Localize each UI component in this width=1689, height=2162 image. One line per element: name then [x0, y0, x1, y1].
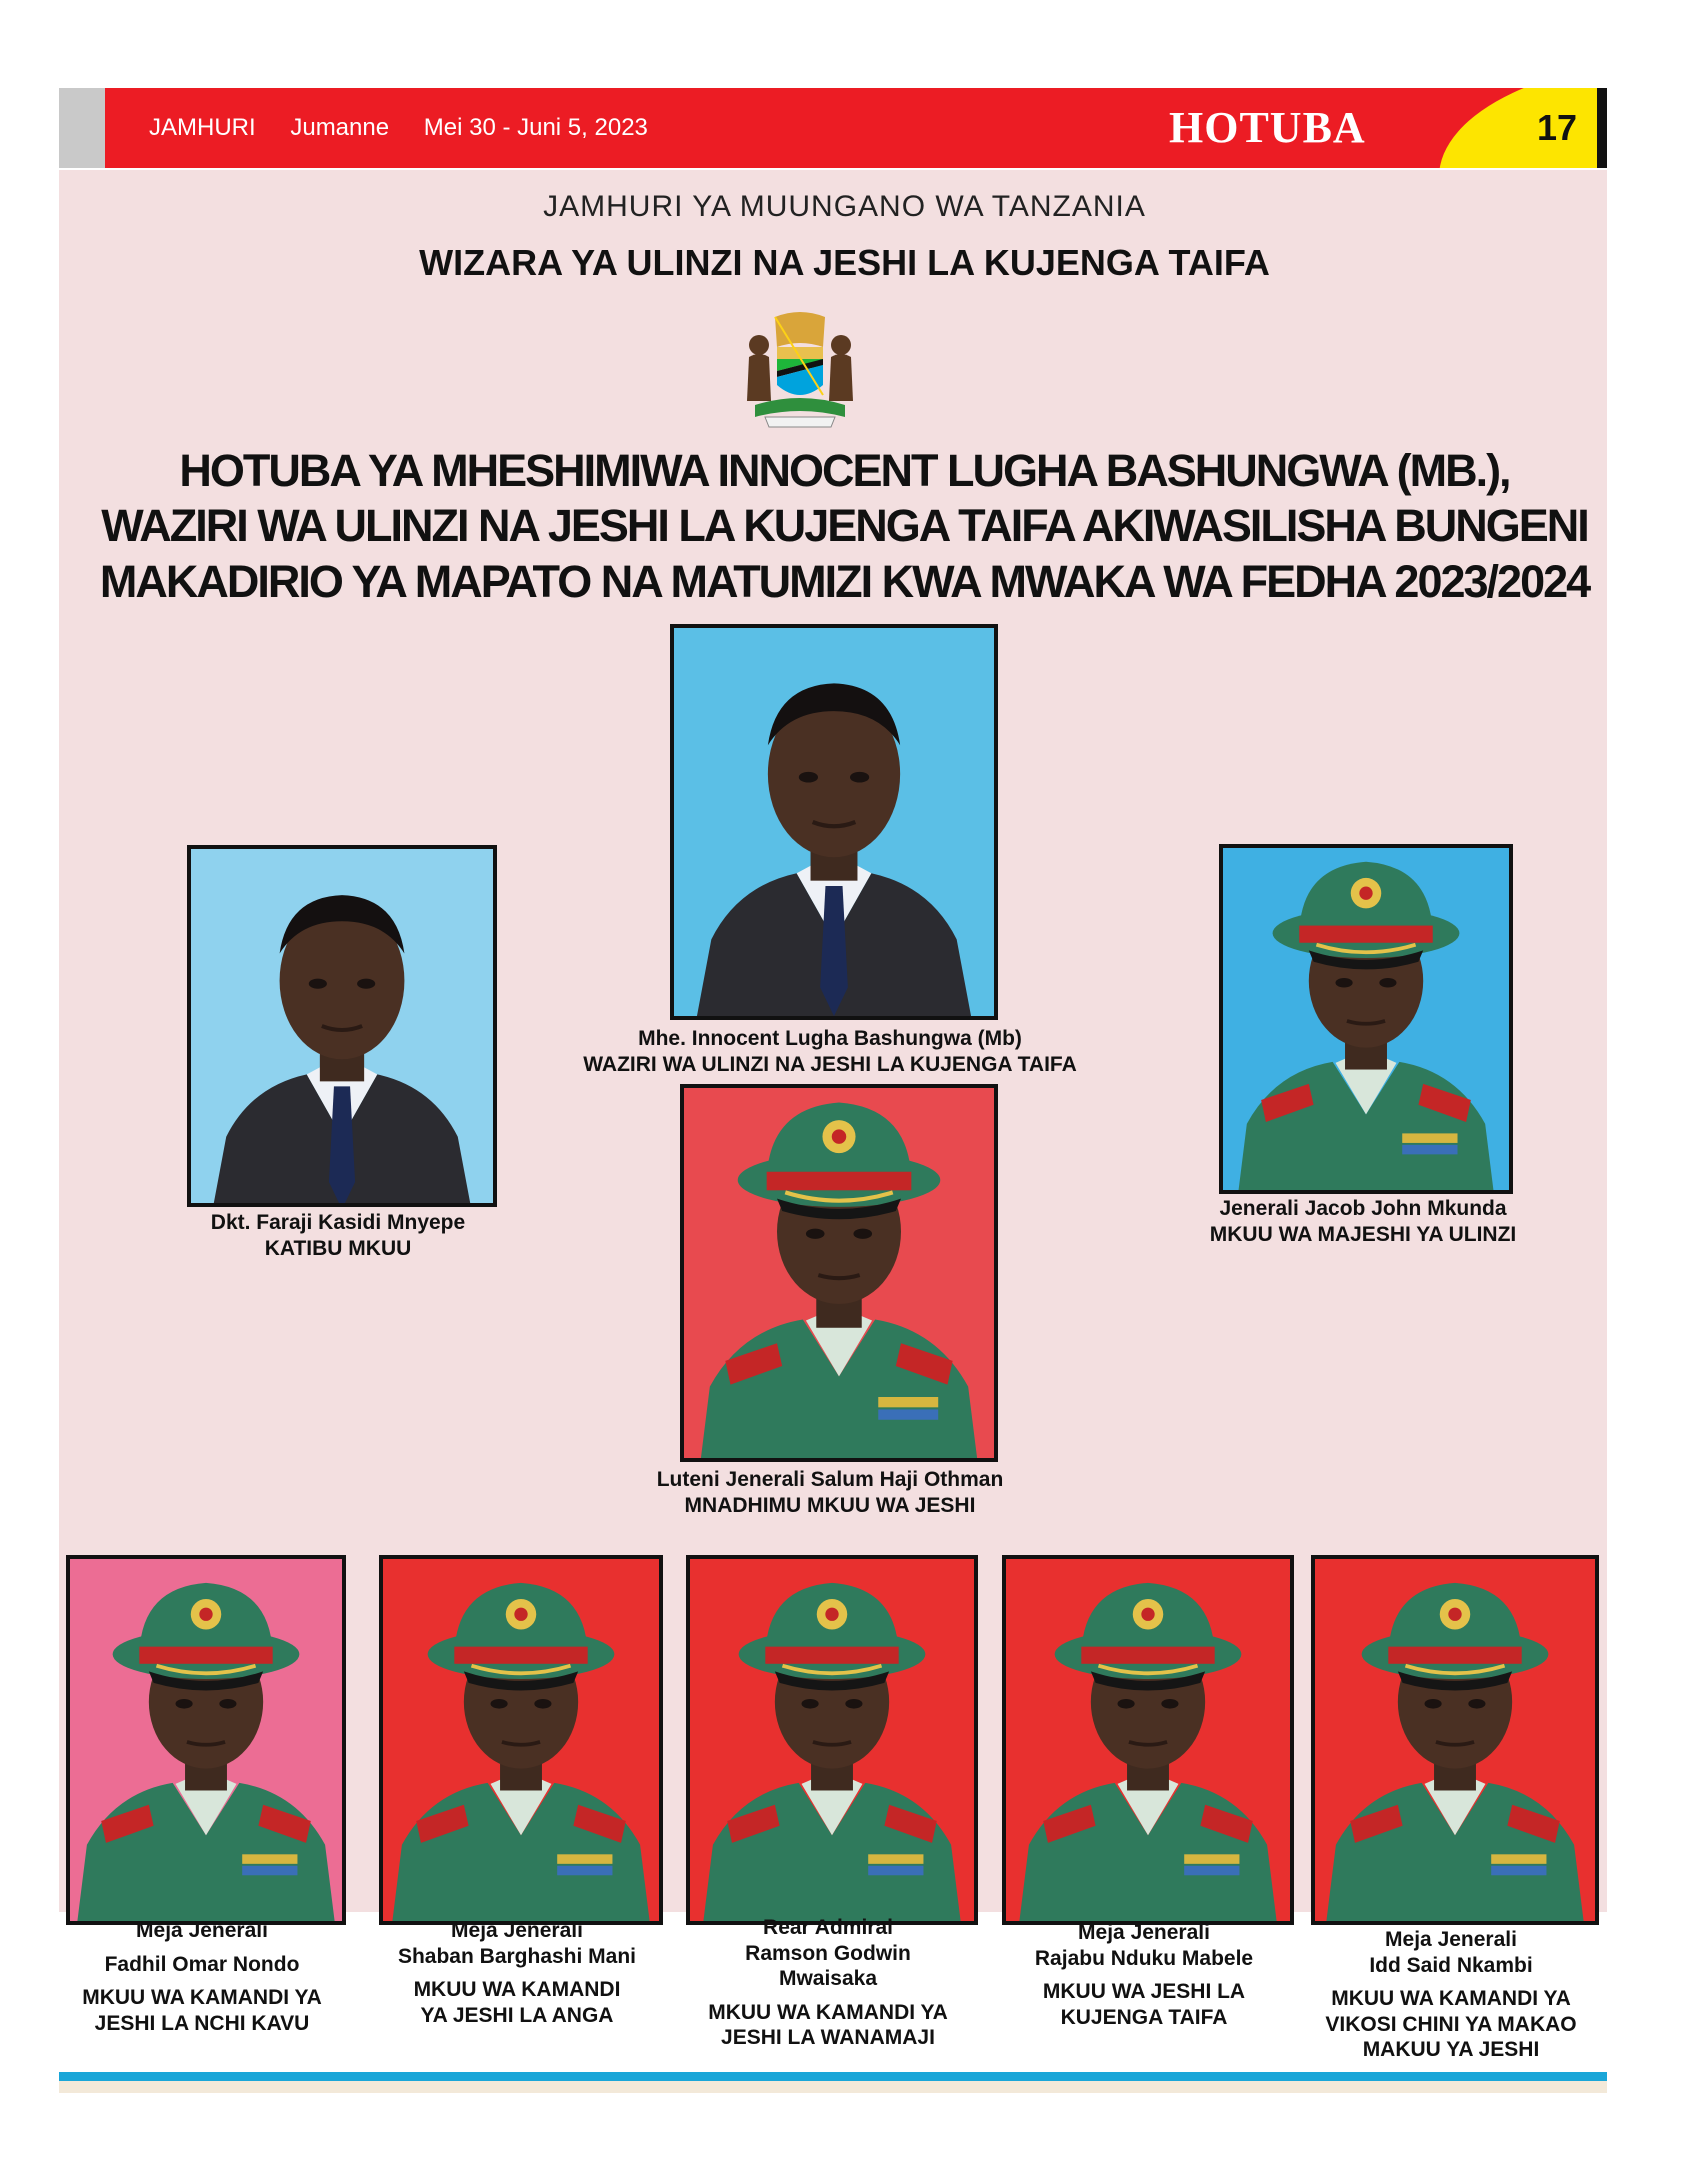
- commander-role: VIKOSI CHINI YA MAKAO: [1325, 2012, 1577, 2036]
- official-title: WAZIRI WA ULINZI NA JESHI LA KUJENGA TAIFA: [583, 1052, 1077, 1076]
- minister-caption: [540, 1026, 1120, 1077]
- commander-photo-hq-forces: [1311, 1555, 1599, 1925]
- commander-caption-land-forces: [52, 1918, 352, 2036]
- commander-role: MKUU WA KAMANDI: [413, 1978, 621, 2002]
- commander-name: Idd Said Nkambi: [1369, 1953, 1533, 1977]
- commander-photo-land-forces: [66, 1555, 346, 1925]
- commander-rank: Meja Jenerali: [1385, 1928, 1517, 1951]
- cdf-caption: [1170, 1196, 1556, 1247]
- section-label: HOTUBA: [1169, 103, 1366, 152]
- commander-role: JESHI LA NCHI KAVU: [94, 2011, 310, 2035]
- commander-name: Shaban Barghashi Mani: [397, 1944, 637, 1968]
- page-number: 17: [1536, 107, 1577, 148]
- commander-role: MKUU WA JESHI LA: [1042, 1980, 1246, 2004]
- header-yellow-swoosh: [1439, 88, 1607, 168]
- official-title: KATIBU MKUU: [264, 1236, 412, 1260]
- headline-line-1: HOTUBA YA MHESHIMIWA INNOCENT LUGHA BASHUNGWA (MB.),: [179, 445, 1510, 496]
- commander-name: Fadhil Omar Nondo: [104, 1952, 300, 1976]
- commander-caption-air-force: [365, 1918, 669, 2028]
- commander-caption-navy: [672, 1915, 984, 2051]
- publication-day: Jumanne: [290, 114, 390, 141]
- commander-role: JESHI LA WANAMAJI: [721, 2026, 935, 2050]
- country-name: JAMHURI YA MUUNGANO WA TANZANIA: [543, 190, 1146, 223]
- commander-role: MKUU WA KAMANDI YA: [82, 1986, 322, 2010]
- commander-name: Rajabu Nduku Mabele: [1034, 1946, 1254, 1970]
- permanent-secretary-caption: [160, 1210, 516, 1261]
- commander-name: Mwaisaka: [778, 1967, 878, 1991]
- commander-role: MAKUU YA JESHI: [1362, 2038, 1540, 2062]
- footer-strip: [59, 2081, 1607, 2093]
- official-title: MKUU WA MAJESHI YA ULINZI: [1209, 1222, 1517, 1246]
- commander-rank: Meja Jenerali: [136, 1919, 268, 1942]
- commander-role: MKUU WA KAMANDI YA: [708, 2000, 948, 2024]
- official-name: Luteni Jenerali Salum Haji Othman: [656, 1468, 1004, 1491]
- commander-name: Ramson Godwin: [745, 1941, 911, 1965]
- publication-dates: Mei 30 - Juni 5, 2023: [423, 114, 648, 141]
- headline-line-2: WAZIRI WA ULINZI NA JESHI LA KUJENGA TAIFA AKIWASILISHA BUNGENI: [101, 500, 1588, 551]
- commander-rank: Rear Admiral: [763, 1916, 893, 1939]
- publication-name: JAMHURI: [149, 114, 256, 141]
- commander-photo-air-force: [379, 1555, 663, 1925]
- commander-role: MKUU WA KAMANDI YA: [1331, 1987, 1571, 2011]
- commander-role: KUJENGA TAIFA: [1060, 2005, 1228, 2029]
- commander-role: YA JESHI LA ANGA: [420, 2003, 614, 2027]
- official-title: MNADHIMU MKUU WA JESHI: [684, 1493, 976, 1517]
- page-header: [59, 88, 1607, 168]
- commander-caption-hq-forces: [1297, 1927, 1605, 2063]
- chief-of-staff-caption: [560, 1467, 1100, 1518]
- ministry-name: WIZARA YA ULINZI NA JESHI LA KUJENGA TAIFA: [419, 242, 1270, 283]
- commander-photo-navy: [686, 1555, 978, 1925]
- header-grey-tab: [59, 88, 105, 168]
- cdf-photo: [1219, 844, 1513, 1194]
- minister-photo: [670, 624, 998, 1020]
- permanent-secretary-photo: [187, 845, 497, 1207]
- commander-rank: Meja Jenerali: [451, 1919, 583, 1942]
- official-name: Dkt. Faraji Kasidi Mnyepe: [210, 1211, 466, 1234]
- official-name: Jenerali Jacob John Mkunda: [1219, 1197, 1507, 1220]
- header-black-bar: [1597, 88, 1607, 168]
- coat-of-arms-icon: [735, 305, 865, 435]
- headline-line-3: MAKADIRIO YA MAPATO NA MATUMIZI KWA MWAKA WA FEDHA 2023/2024: [99, 556, 1590, 607]
- footer-blue-rule: [59, 2072, 1607, 2081]
- commander-photo-nbs: [1002, 1555, 1294, 1925]
- chief-of-staff-photo: [680, 1084, 998, 1462]
- header-meta: [149, 88, 676, 168]
- commander-caption-nbs: [988, 1920, 1300, 2030]
- official-name: Mhe. Innocent Lugha Bashungwa (Mb): [638, 1027, 1022, 1050]
- commander-rank: Meja Jenerali: [1078, 1921, 1210, 1944]
